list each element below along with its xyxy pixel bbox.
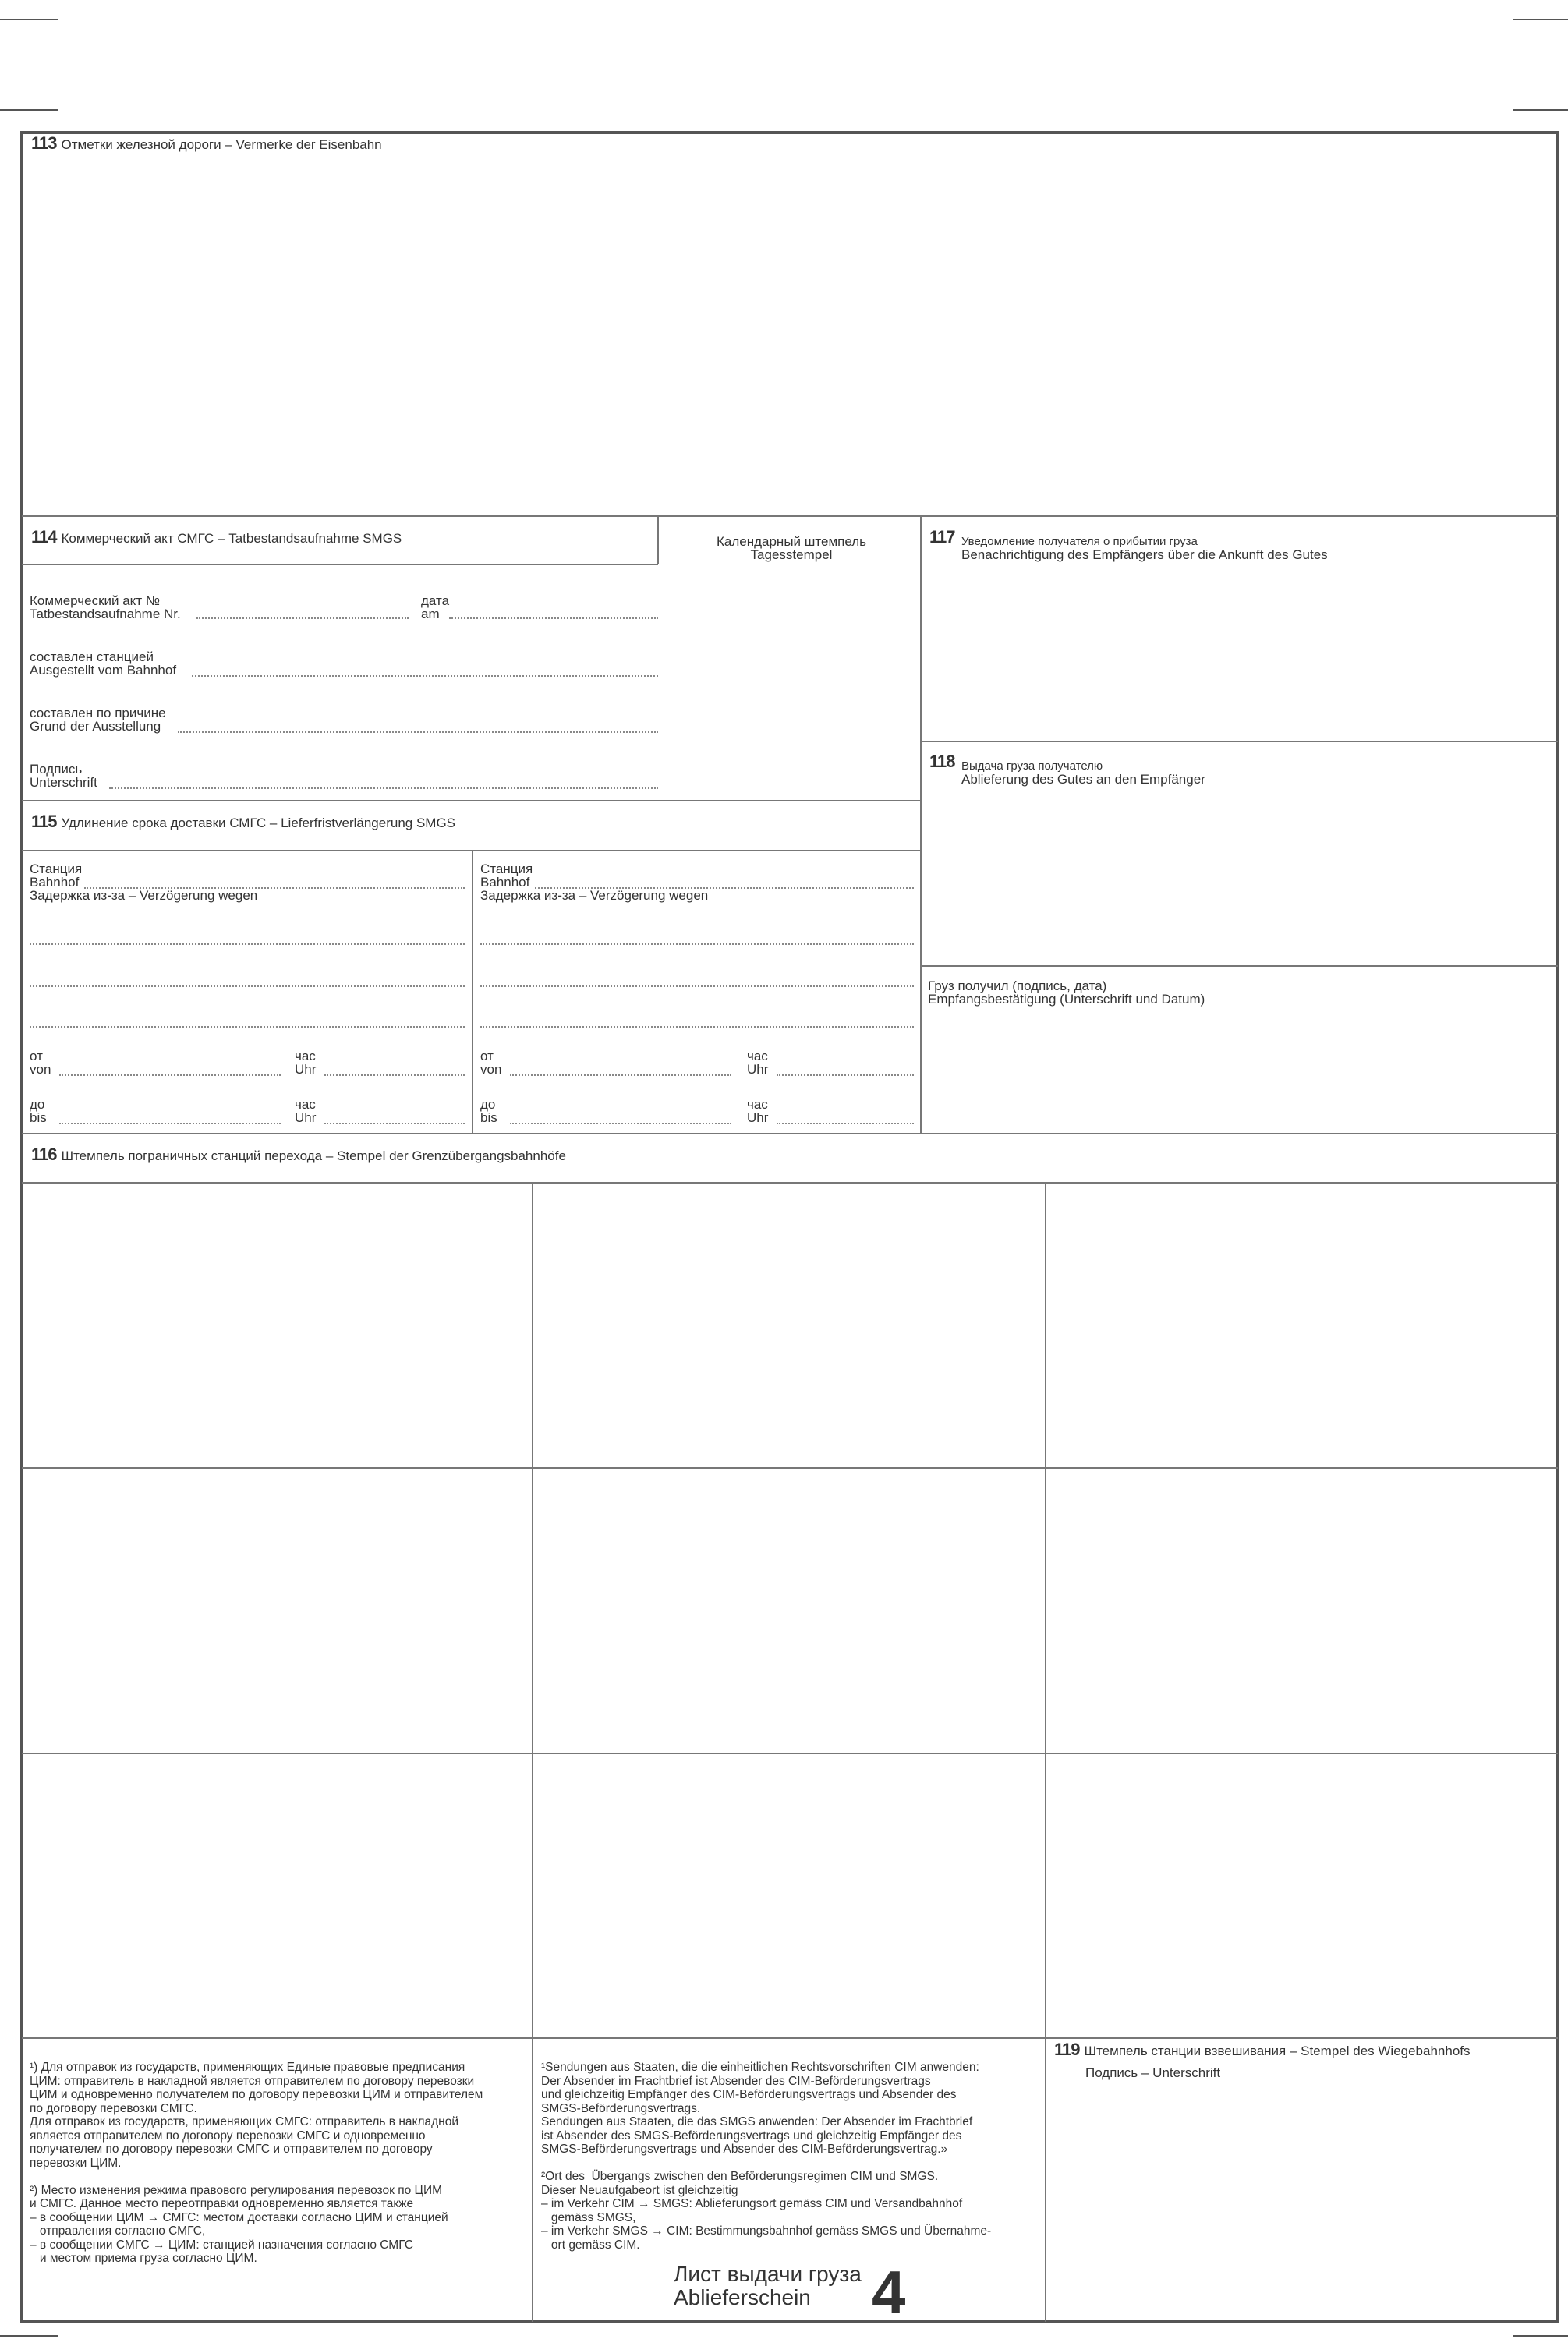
section-title: Штемпель пограничных станций перехода – Stempel der Grenzübergangsbahnhöfe: [61, 1148, 566, 1163]
to-label-left: [30, 1098, 47, 1124]
crop-mark-top-right: [1513, 19, 1568, 20]
section-118-title: [961, 759, 1205, 786]
divider: [921, 741, 1558, 742]
sheet-title-ru: Лист выдачи груза: [674, 2262, 862, 2286]
footnote-line: ЦИМ и одновременно получателем по договору перевозки ЦИМ и отправителем: [30, 2088, 483, 2101]
issued-station-field[interactable]: [192, 675, 658, 677]
act-number-label: [30, 594, 181, 621]
section-115-header: [31, 812, 456, 831]
section-number: 117: [929, 527, 955, 547]
section-117-header: [929, 527, 960, 547]
label-ru: Коммерческий акт №: [30, 593, 161, 608]
label-de: Unterschrift: [30, 775, 97, 790]
sheet-number: 4: [872, 2258, 906, 2327]
calendar-stamp-label: [686, 535, 897, 561]
delay-line-1-left[interactable]: [30, 943, 465, 945]
footnote-line: получателем по договору перевозки СМГС и отправителем по договору: [30, 2143, 433, 2156]
label-ru: час: [295, 1049, 316, 1063]
hour-label-left-2: [295, 1098, 316, 1124]
divider: [1045, 1182, 1046, 2322]
station-label-right: [480, 862, 708, 902]
section-118-header: [929, 752, 960, 771]
label-de: Uhr: [295, 1110, 317, 1125]
delay-line-3-right[interactable]: [480, 1026, 914, 1028]
footnote-line: [30, 2170, 529, 2184]
footnote-line: Sendungen aus Staaten, die das SMGS anwenden: Der Absender im Frachtbrief: [541, 2115, 973, 2128]
label-ru: Груз получил (подпись, дата): [928, 978, 1107, 993]
footnote-line: [541, 2157, 1043, 2171]
section-title: Отметки железной дороги – Vermerke der Eisenbahn: [61, 137, 382, 152]
label-de: Empfangsbestätigung (Unterschrift und Datum): [928, 992, 1205, 1007]
section-119-header: [1054, 2040, 1471, 2059]
crop-mark-top-left-2: [0, 109, 58, 111]
label-ru: Уведомление получателя о прибытии груза: [961, 535, 1198, 548]
footnote-line: ²Ort des Übergangs zwischen den Beförderungsregimen CIM und SMGS.: [541, 2170, 939, 2183]
label-de: Uhr: [295, 1062, 317, 1077]
label-de: Bahnhof: [30, 875, 80, 890]
section-number: 118: [929, 752, 955, 771]
footnote-line: Dieser Neuaufgabeort ist gleichzeitig: [541, 2183, 738, 2197]
label-de: am: [421, 607, 440, 621]
sheet-title-de: Ablieferschein: [674, 2285, 811, 2309]
crop-mark-bottom-left: [0, 2335, 58, 2337]
label-de: Benachrichtigung des Empfängers über die Ankunft des Gutes: [961, 547, 1328, 562]
footnote-line: SMGS-Beförderungsvertrags.: [541, 2101, 701, 2115]
divider: [921, 965, 1558, 967]
to-field-right[interactable]: [510, 1123, 731, 1124]
footnote-line: – в сообщении СМГС → ЦИМ: станцией назначения согласно СМГС: [30, 2238, 414, 2252]
footnote-line: Der Absender im Frachtbrief ist Absender des CIM-Beförderungsvertrags: [541, 2074, 931, 2088]
label-ru: Станция: [480, 862, 533, 876]
label-ru: Станция: [30, 862, 83, 876]
reason-label: [30, 706, 166, 733]
crop-mark-bottom-right: [1513, 2335, 1568, 2337]
label-ru: до: [30, 1097, 45, 1112]
label-ru: до: [480, 1097, 496, 1112]
divider: [22, 1133, 1558, 1134]
label-de: Grund der Ausstellung: [30, 719, 161, 734]
footnote-line: по договору перевозки СМГС.: [30, 2101, 197, 2115]
footnote-de: [541, 2061, 1043, 2252]
station-label-left: [30, 862, 257, 902]
hour-field-right-1[interactable]: [777, 1074, 914, 1076]
form-frame: [20, 131, 1559, 2327]
act-number-field[interactable]: [196, 617, 409, 619]
footnote-line: ²) Место изменения режима правового регулирования перевозок по ЦИМ: [30, 2183, 443, 2197]
divider: [22, 1467, 1558, 1469]
label-de: Ablieferung des Gutes an den Empfänger: [961, 772, 1205, 787]
label-ru: Выдача груза получателю: [961, 759, 1103, 773]
divider: [22, 1182, 1558, 1184]
footnote-line: ¹Sendungen aus Staaten, die die einheitlichen Rechtsvorschriften CIM anwenden:: [541, 2061, 979, 2074]
footnote-line: ЦИМ: отправитель в накладной является отправителем по договору перевозки: [30, 2074, 475, 2088]
section-number: 114: [31, 527, 57, 547]
label-ru: час: [747, 1097, 768, 1112]
delay-label: Задержка из-за – Verzögerung wegen: [30, 888, 258, 903]
footnote-line: ort gemäss CIM.: [541, 2238, 640, 2252]
label-de: Bahnhof: [480, 875, 530, 890]
label-de: Ausgestellt vom Bahnhof: [30, 663, 177, 678]
footnote-ru: [30, 2061, 529, 2266]
delay-line-3-left[interactable]: [30, 1026, 465, 1028]
label-de: Tagesstempel: [750, 547, 833, 562]
footnote-line: – im Verkehr CIM → SMGS: Ablieferungsort gemäss CIM und Versandbahnhof: [541, 2197, 963, 2210]
signature-label: [30, 763, 97, 789]
label-ru: Календарный штемпель: [716, 534, 867, 549]
station-field-left[interactable]: [84, 887, 465, 889]
hour-field-right-2[interactable]: [777, 1123, 914, 1124]
to-field-left[interactable]: [59, 1123, 281, 1124]
sheet-title: [674, 2263, 862, 2309]
footnote-line: ¹) Для отправок из государств, применяющих Единые правовые предписания: [30, 2061, 465, 2074]
to-label-right: [480, 1098, 497, 1124]
from-label-left: [30, 1049, 51, 1076]
signature-field[interactable]: [109, 787, 658, 789]
from-field-right[interactable]: [510, 1074, 731, 1076]
footnote-line: перевозки ЦИМ.: [30, 2156, 122, 2170]
crop-mark-top-right-2: [1513, 109, 1568, 111]
section-117-title: [961, 535, 1328, 561]
hour-field-left-1[interactable]: [324, 1074, 465, 1076]
hour-label-left-1: [295, 1049, 316, 1076]
delay-label: Задержка из-за – Verzögerung wegen: [480, 888, 709, 903]
footnote-line: отправления согласно СМГС,: [30, 2224, 206, 2238]
label-ru: час: [747, 1049, 768, 1063]
divider: [22, 2037, 1558, 2039]
delay-line-2-left[interactable]: [30, 985, 465, 987]
footnote-line: Для отправок из государств, применяющих СМГС: отправитель в накладной: [30, 2115, 459, 2128]
footnote-line: – в сообщении ЦИМ → СМГС: местом доставки согласно ЦИМ и станцией: [30, 2210, 448, 2224]
receipt-label: [928, 979, 1205, 1006]
divider: [472, 850, 473, 1134]
label-ru: час: [295, 1097, 316, 1112]
station-field-right[interactable]: [535, 887, 914, 889]
footnote-line: и местом приема груза согласно ЦИМ.: [30, 2252, 257, 2265]
footnote-line: – im Verkehr SMGS → CIM: Bestimmungsbahnhof gemäss SMGS und Übernahme-: [541, 2224, 992, 2238]
date-label: [421, 594, 449, 621]
delay-line-1-right[interactable]: [480, 943, 914, 945]
from-field-left[interactable]: [59, 1074, 281, 1076]
footnote-line: является отправителем по договору перевозки СМГС и одновременно: [30, 2128, 426, 2143]
delay-line-2-right[interactable]: [480, 985, 914, 987]
from-label-right: [480, 1049, 501, 1076]
crop-mark-top-left: [0, 19, 58, 20]
footnote-line: SMGS-Beförderungsvertrags und Absender des CIM-Beförderungsvertrag.»: [541, 2143, 948, 2156]
divider: [22, 800, 921, 801]
label-ru: от: [30, 1049, 43, 1063]
divider: [920, 515, 922, 1134]
section-title: Удлинение срока доставки СМГС – Lieferfristverlängerung SMGS: [61, 816, 456, 830]
label-ru: составлен по причине: [30, 706, 166, 720]
divider: [22, 1753, 1558, 1754]
section-number: 116: [31, 1145, 57, 1164]
hour-label-right-2: [747, 1098, 768, 1124]
divider: [532, 1182, 533, 2322]
label-ru: составлен станцией: [30, 649, 154, 664]
label-de: Uhr: [747, 1110, 769, 1125]
divider: [657, 515, 659, 564]
label-de: von: [30, 1062, 51, 1077]
footnote-line: und gleichzeitig Empfänger des CIM-Beförderungsvertrags und Absender des: [541, 2088, 957, 2101]
divider: [22, 564, 658, 565]
reason-field[interactable]: [178, 731, 658, 733]
section-number: 119: [1054, 2040, 1080, 2059]
weighing-signature-label: Подпись – Unterschrift: [1085, 2065, 1221, 2080]
date-field[interactable]: [449, 617, 658, 619]
section-114-header: [31, 527, 402, 547]
issued-station-label: [30, 650, 176, 677]
section-116-header: [31, 1145, 566, 1164]
hour-label-right-1: [747, 1049, 768, 1076]
section-title: Штемпель станции взвешивания – Stempel des Wiegebahnhofs: [1084, 2044, 1471, 2058]
label-de: Tatbestandsaufnahme Nr.: [30, 607, 181, 621]
hour-field-left-2[interactable]: [324, 1123, 465, 1124]
label-de: Uhr: [747, 1062, 769, 1077]
footnote-line: gemäss SMGS,: [541, 2210, 636, 2224]
footnote-line: и СМГС. Данное место переотправки одновременно является также: [30, 2197, 414, 2210]
footnote-line: ist Absender des SMGS-Beförderungsvertrags und gleichzeitig Empfänger des: [541, 2128, 962, 2143]
label-de: bis: [30, 1110, 47, 1125]
section-number: 115: [31, 812, 57, 831]
label-ru: от: [480, 1049, 494, 1063]
section-title: Коммерческий акт СМГС – Tatbestandsaufnahme SMGS: [61, 531, 402, 546]
label-de: von: [480, 1062, 502, 1077]
divider: [22, 515, 1558, 517]
label-de: bis: [480, 1110, 497, 1125]
section-number: 113: [31, 133, 57, 153]
label-ru: дата: [421, 593, 450, 608]
section-113-header: [31, 133, 382, 153]
label-ru: Подпись: [30, 762, 83, 777]
